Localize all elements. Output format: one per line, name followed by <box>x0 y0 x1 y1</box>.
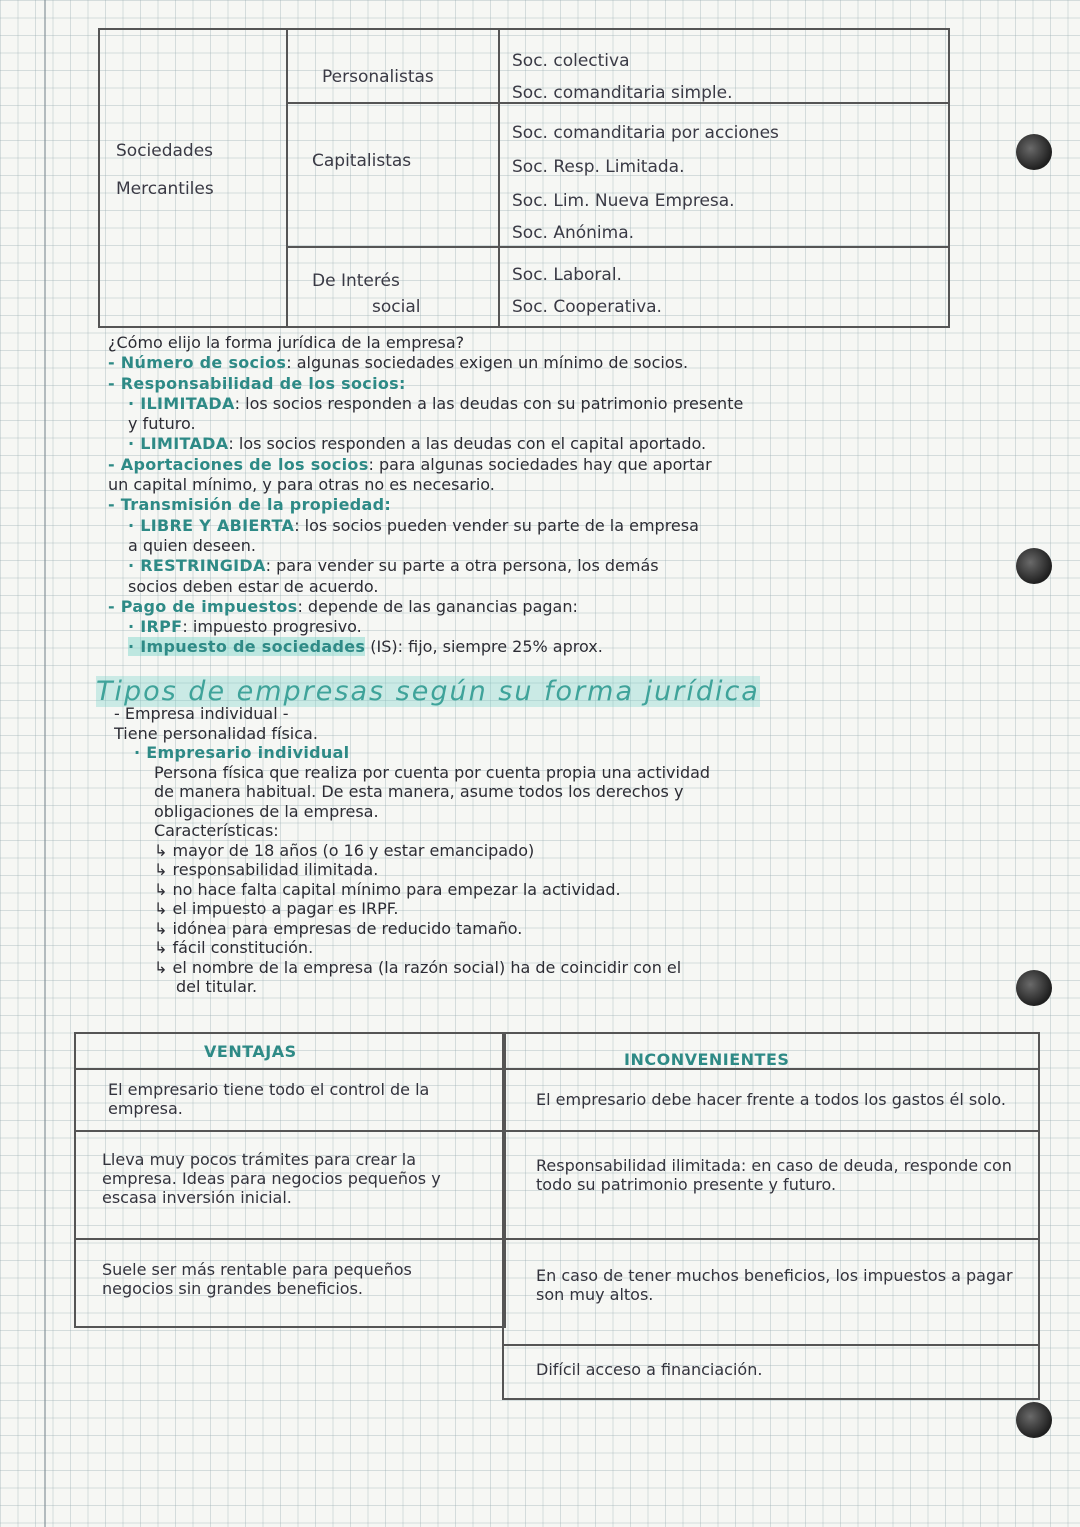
inconveniente-item: El empresario debe hacer frente a todos los gastos él solo. <box>536 1090 1007 1109</box>
ventajas-inconvenientes-table <box>74 1032 1040 1400</box>
list-item: ↳ idónea para empresas de reducido tamaño. <box>154 918 523 938</box>
table-divider <box>74 1130 1040 1132</box>
group-label: Capitalistas <box>312 151 412 171</box>
inconveniente-item: Responsabilidad ilimitada: en caso de deuda, responde con todo su patrimonio presente y futuro. <box>536 1156 1012 1194</box>
binder-hole <box>1016 1402 1052 1438</box>
section-title: Tipos de empresas según su forma jurídica <box>96 676 760 707</box>
note-line: obligaciones de la empresa. <box>154 801 379 821</box>
list-item: ↳ el nombre de la empresa (la razón social) ha de coincidir con el <box>154 957 682 977</box>
group-label: De Interés <box>312 271 400 291</box>
binder-hole <box>1016 134 1052 170</box>
note-line: · Impuesto de sociedades (IS): fijo, siempre 25% aprox. <box>128 637 603 657</box>
note-line: socios deben estar de acuerdo. <box>128 576 379 596</box>
ventaja-item: Lleva muy pocos trámites para crear la empresa. Ideas para negocios pequeños y escasa inversión inicial. <box>102 1150 441 1207</box>
table-divider <box>286 30 288 326</box>
list-item: Soc. Laboral. <box>512 265 622 285</box>
note-line: · ILIMITADA: los socios responden a las deudas con su patrimonio presente <box>128 393 744 413</box>
inconvenientes-header: INCONVENIENTES <box>624 1050 790 1069</box>
row-label: Mercantiles <box>116 179 214 199</box>
note-line: Tiene personalidad física. <box>114 723 318 743</box>
inconveniente-item: Difícil acceso a financiación. <box>536 1360 763 1379</box>
note-line: · Empresario individual <box>134 743 350 762</box>
note-line: de manera habitual. De esta manera, asume todos los derechos y <box>154 782 684 801</box>
forma-juridica-notes <box>108 333 1048 658</box>
table-divider <box>286 246 948 248</box>
empresa-individual-notes <box>114 704 1044 997</box>
list-item: ↳ mayor de 18 años (o 16 y estar emancipado) <box>154 840 535 860</box>
notebook-margin-line <box>44 0 46 1527</box>
note-line: a quien deseen. <box>128 535 256 555</box>
note-line: · IRPF: impuesto progresivo. <box>128 617 362 637</box>
list-item: ↳ el impuesto a pagar es IRPF. <box>154 899 399 918</box>
note-line: - Pago de impuestos: depende de las ganancias pagan: <box>108 596 578 616</box>
group-label: social <box>372 297 421 317</box>
question: ¿Cómo elijo la forma jurídica de la empresa? <box>108 333 465 352</box>
table-divider <box>74 1238 1040 1240</box>
note-line: · LIMITADA: los socios responden a las deudas con el capital aportado. <box>128 434 707 454</box>
note-line: Características: <box>154 821 279 840</box>
note-line: y futuro. <box>128 414 196 434</box>
row-label: Sociedades <box>116 141 214 161</box>
table-divider <box>502 1344 1040 1346</box>
ventaja-item: Suele ser más rentable para pequeños negocios sin grandes beneficios. <box>102 1260 412 1298</box>
note-line: - Responsabilidad de los socios: <box>108 373 406 393</box>
list-item: ↳ responsabilidad ilimitada. <box>154 860 379 879</box>
list-item: Soc. Cooperativa. <box>512 297 662 317</box>
list-item: ↳ fácil constitución. <box>154 938 314 957</box>
list-item: Soc. colectiva <box>512 51 630 71</box>
note-line: un capital mínimo, y para otras no es necesario. <box>108 475 495 495</box>
group-label: Personalistas <box>322 67 434 87</box>
list-item: Soc. comanditaria simple. <box>512 83 733 103</box>
table-divider <box>498 30 500 326</box>
table-divider <box>74 1068 1040 1070</box>
list-item: Soc. comanditaria por acciones <box>512 123 779 143</box>
note-line: - Transmisión de la propiedad: <box>108 495 392 515</box>
note-line: - Empresa individual - <box>114 704 289 723</box>
ventajas-header: VENTAJAS <box>204 1042 297 1061</box>
note-line: Persona física que realiza por cuenta por cuenta propia una actividad <box>154 762 711 782</box>
ventaja-item: El empresario tiene todo el control de la empresa. <box>108 1080 430 1118</box>
inconveniente-item: En caso de tener muchos beneficios, los impuestos a pagar son muy altos. <box>536 1266 1013 1304</box>
list-item: Soc. Anónima. <box>512 223 635 243</box>
list-item: Soc. Resp. Limitada. <box>512 157 685 177</box>
list-item: Soc. Lim. Nueva Empresa. <box>512 191 735 211</box>
list-item: del titular. <box>176 977 258 996</box>
note-line: · LIBRE Y ABIERTA: los socios pueden vender su parte de la empresa <box>128 515 699 535</box>
sociedades-mercantiles-table <box>98 28 950 328</box>
note-line: - Aportaciones de los socios: para algunas sociedades hay que aportar <box>108 454 712 474</box>
list-item: ↳ no hace falta capital mínimo para empezar la actividad. <box>154 879 621 899</box>
note-line: · RESTRINGIDA: para vender su parte a otra persona, los demás <box>128 556 659 576</box>
note-line: - Número de socios: algunas sociedades exigen un mínimo de socios. <box>108 353 689 373</box>
